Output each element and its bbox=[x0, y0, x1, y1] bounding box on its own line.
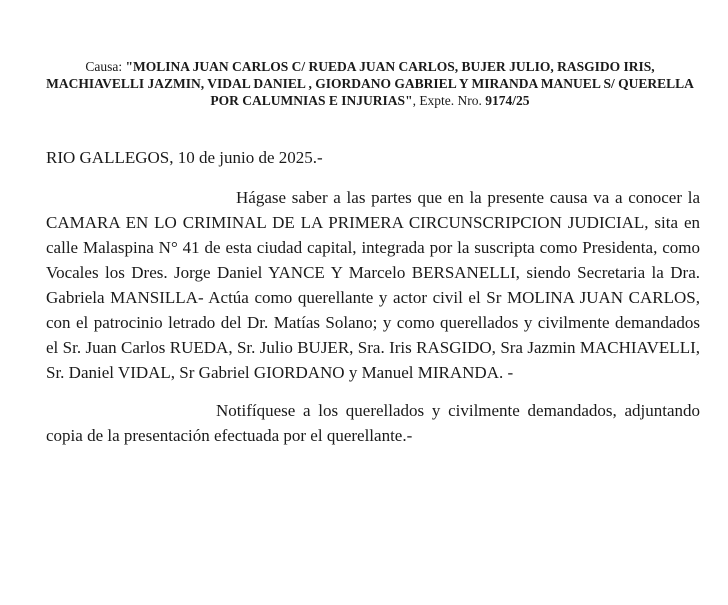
expte-number: 9174/25 bbox=[485, 93, 530, 108]
case-prefix: Causa: bbox=[85, 59, 126, 74]
date-line: RIO GALLEGOS, 10 de junio de 2025.- bbox=[46, 148, 323, 167]
paragraph-notice: Hágase saber a las partes que en la presente causa va a conocer la CAMARA EN LO CRIMINAL DE LA PRIMERA CIRCUNSCRIPCION JUDICIAL, sita en calle Malaspina N° 41 de esta ciudad capital, integrada por la suscripta como Presidenta, como Vocales los Dres. Jorge Daniel YANCE Y Marcelo BERSANELLI, siendo Secretaria la Dra. Gabriela MANSILLA- Actúa como querellante y actor civil el Sr MOLINA JUAN CARLOS, con el patrocinio letrado del Dr. Matías Solano; y como querellados y civilmente demandados el Sr. Juan Carlos RUEDA, Sr. Julio BUJER, Sra. Iris RASGIDO, Sra Jazmin MACHIAVELLI, Sr. Daniel VIDAL, Sr Gabriel GIORDANO y Manuel MIRANDA. - bbox=[46, 188, 700, 382]
case-header bbox=[40, 58, 700, 109]
expte-label: , Expte. Nro. bbox=[412, 93, 486, 108]
paragraph-notification: Notifíquese a los querellados y civilmente demandados, adjuntando copia de la presentación efectuada por el querellante.- bbox=[46, 401, 700, 445]
document-body bbox=[46, 185, 700, 448]
case-caption: "MOLINA JUAN CARLOS C/ RUEDA JUAN CARLOS, BUJER JULIO, RASGIDO IRIS, MACHIAVELLI JAZMIN, VIDAL DANIEL , GIORDANO GABRIEL Y MIRANDA MANUEL S/ QUERELLA POR CALUMNIAS E INJURIAS" bbox=[46, 59, 694, 108]
